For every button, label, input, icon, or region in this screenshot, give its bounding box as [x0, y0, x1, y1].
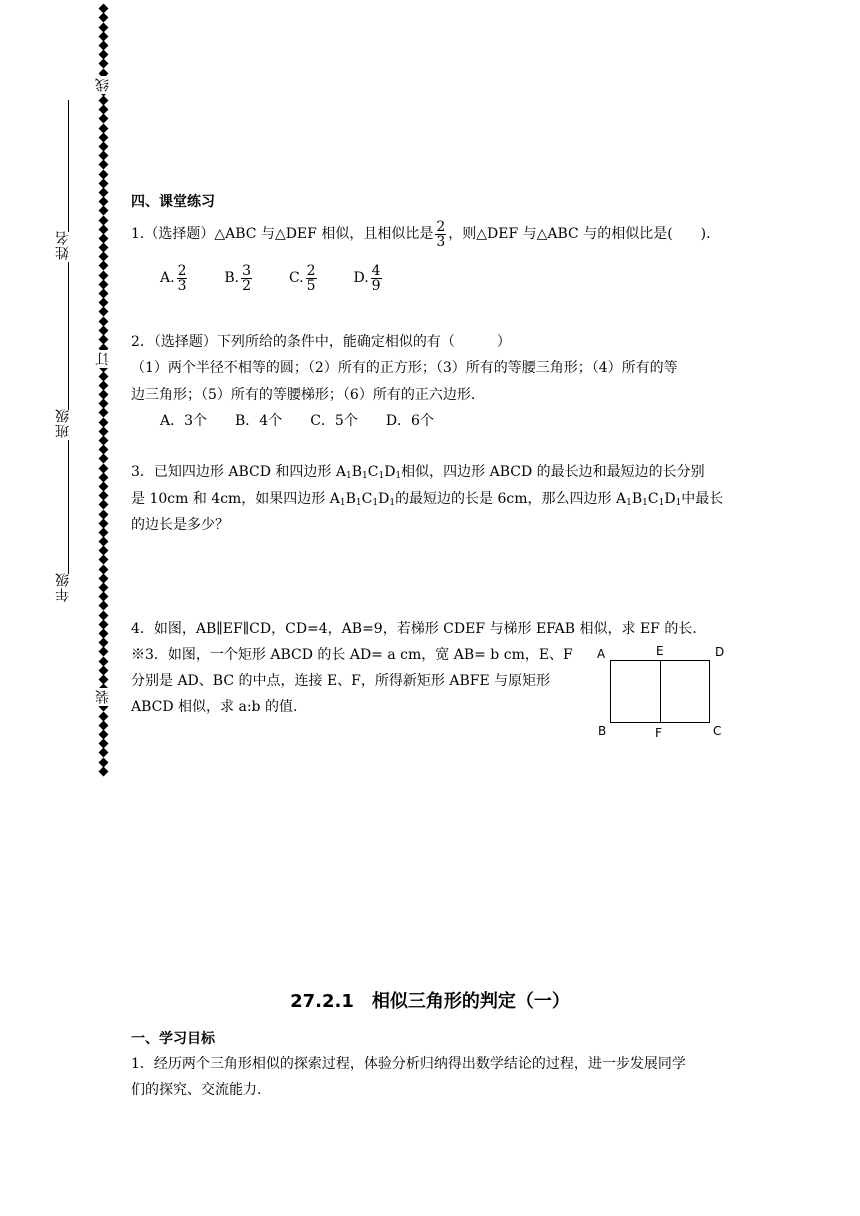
- goal-1-line-2: 们的探究、交流能力.: [131, 1082, 262, 1098]
- q3-l2-d: D: [378, 491, 390, 507]
- binding-diamond: [99, 656, 109, 666]
- binding-marker-xian: 线: [95, 78, 111, 92]
- question-5-line-1: ※3．如图，一个矩形 ABCD 的长 AD= a cm，宽 AB= b cm，E、F: [131, 647, 573, 663]
- q3-l2-a: 是 10cm 和 4cm，如果四边形 A: [131, 491, 340, 507]
- q1-option-b-fraction: [241, 264, 252, 293]
- question-3-line-2: [131, 488, 723, 508]
- q3-l2-c2: C: [647, 491, 659, 507]
- binding-diamond: [99, 59, 109, 69]
- section-4-title: 四、课堂练习: [131, 194, 215, 210]
- q1-option-b-num: 3: [242, 262, 252, 279]
- q3-l2-sub-b: 1: [355, 498, 362, 508]
- name-label: 姓名: [55, 230, 71, 260]
- question-2-stem: 2．（选择题）下列所给的条件中，能确定相似的有（ ）: [131, 334, 511, 350]
- q1-option-d-fraction: [371, 264, 382, 293]
- binding-diamond: [99, 610, 109, 620]
- binding-diamond: [99, 13, 109, 23]
- grade-underline: [68, 440, 69, 574]
- q1-option-d: [353, 262, 383, 294]
- q3-l2-sub-f: 1: [642, 498, 648, 508]
- q1-ratio-numerator: 2: [436, 218, 446, 235]
- binding-diamond-column: [97, 3, 111, 777]
- binding-diamond: [99, 463, 109, 473]
- q3-l2-b2: B: [631, 491, 643, 507]
- binding-diamond: [99, 555, 109, 565]
- question-2-options: A．3个 B．4个 C．5个 D．6个: [160, 413, 434, 429]
- q3-l1-c: C: [367, 464, 379, 480]
- q3-l2-sub-d: 1: [389, 498, 396, 508]
- q3-l2-mid: 的最短边的长是 6cm，那么四边形 A: [395, 491, 627, 507]
- q3-l1-sub-d: 1: [395, 471, 402, 481]
- question-4: 4．如图，AB∥EF∥CD，CD=4，AB=9，若梯形 CDEF 与梯形 EFAB 相似，求 EF 的长.: [131, 621, 697, 637]
- q1-option-a: [160, 262, 189, 294]
- binding-diamond: [99, 454, 109, 464]
- q3-l2-c: C: [361, 491, 373, 507]
- q1-option-d-den: 9: [371, 277, 381, 294]
- segment-ef: [660, 660, 661, 723]
- question-2-line-2: 边三角形；（5）所有的等腰梯形；（6）所有的正六边形.: [131, 387, 476, 403]
- q3-l2-sub-e: 1: [626, 498, 632, 508]
- binding-diamond: [99, 215, 109, 225]
- q3-l1-rest: 相似，四边形 ABCD 的最长边和最短边的长分别: [401, 464, 705, 480]
- q1-option-d-label: D.: [353, 270, 369, 286]
- q1-option-c-num: 2: [306, 262, 316, 279]
- binding-diamond: [99, 307, 109, 317]
- vertex-a-label: A: [597, 647, 606, 661]
- binding-diamond: [99, 748, 109, 758]
- q1-ratio-denominator: 3: [436, 233, 446, 250]
- binding-diamond: [99, 114, 109, 124]
- binding-diamond: [99, 160, 109, 170]
- q3-l2-sub-h: 1: [675, 498, 682, 508]
- q1-option-c-den: 5: [306, 277, 316, 294]
- binding-diamond: [99, 500, 109, 510]
- binding-diamond: [99, 509, 109, 519]
- q1-option-b-den: 2: [242, 277, 252, 294]
- vertex-b-label: B: [598, 724, 607, 738]
- q3-l2-sub-a: 1: [339, 498, 346, 508]
- q1-option-b: [224, 262, 254, 294]
- q1-option-c: [288, 262, 319, 294]
- point-f-label: F: [655, 726, 662, 740]
- class-underline: [68, 262, 69, 410]
- goal-1-line-1: 1．经历两个三角形相似的探索过程，体验分析归纳得出数学结论的过程，进一步发展同学: [131, 1056, 686, 1072]
- q3-l2-sub-c: 1: [372, 498, 379, 508]
- q1-option-a-den: 3: [177, 277, 187, 294]
- question-2-line-1: （1）两个半径不相等的圆；（2）所有的正方形；（3）所有的等腰三角形；（4）所有的等: [131, 360, 678, 376]
- q3-l2-rest: 中最长: [681, 491, 724, 507]
- section-1-title: 一、学习目标: [131, 1031, 215, 1047]
- binding-marker-zhuang: 装: [95, 690, 111, 704]
- q3-l1-d: D: [384, 464, 396, 480]
- q1-option-a-num: 2: [177, 262, 187, 279]
- name-underline: [68, 100, 69, 232]
- binding-diamond: [99, 757, 109, 767]
- question-5-line-3: ABCD 相似，求 a:b 的值.: [131, 699, 298, 715]
- q1-suffix: ，则△DEF 与△ABC 与的相似比是( ).: [448, 226, 711, 242]
- q3-l2-d2: D: [664, 491, 676, 507]
- binding-diamond: [99, 647, 109, 657]
- q1-option-a-fraction: [177, 264, 188, 293]
- q3-l2-sub-g: 1: [658, 498, 665, 508]
- q1-option-c-label: C.: [288, 270, 304, 286]
- binding-diamond: [99, 22, 109, 32]
- q3-l1-sub-b: 1: [362, 471, 368, 481]
- point-e-label: E: [656, 644, 664, 658]
- q3-l1-sub-a: 1: [345, 471, 352, 481]
- binding-diamond: [99, 408, 109, 418]
- question-3-line-3: 的边长是多少？: [131, 517, 229, 533]
- q1-option-a-label: A.: [160, 270, 175, 286]
- q1-options: [160, 258, 384, 298]
- q1-option-b-label: B.: [224, 270, 240, 286]
- q3-l1-b: B: [351, 464, 362, 480]
- binding-marker-ding: 订: [95, 352, 111, 366]
- q1-option-d-num: 4: [371, 262, 381, 279]
- q1-ratio-fraction: [435, 220, 446, 249]
- q1-option-c-fraction: [306, 264, 317, 293]
- binding-diamond: [99, 601, 109, 611]
- question-3-line-1: [131, 461, 705, 481]
- binding-diamond: [99, 766, 109, 776]
- grade-label: 年级: [55, 572, 71, 602]
- question-1: [131, 214, 711, 254]
- q1-prefix: 1.（选择题）△ABC 与△DEF 相似，且相似比是: [131, 226, 434, 242]
- q3-l1-sub-c: 1: [378, 471, 385, 481]
- class-label: 班级: [55, 408, 71, 438]
- binding-diamond: [99, 261, 109, 271]
- binding-diamond: [99, 316, 109, 326]
- q3-l1-a: 3．已知四边形 ABCD 和四边形 A: [131, 464, 346, 480]
- lesson-title: 27.2.1 相似三角形的判定（一）: [290, 991, 570, 1012]
- question-5-line-2: 分别是 AD、BC 的中点，连接 E、F，所得新矩形 ABFE 与原矩形: [131, 673, 551, 689]
- binding-diamond: [99, 169, 109, 179]
- q3-l2-b: B: [345, 491, 356, 507]
- vertex-c-label: C: [713, 724, 722, 738]
- binding-diamond: [99, 206, 109, 216]
- vertex-d-label: D: [715, 645, 725, 659]
